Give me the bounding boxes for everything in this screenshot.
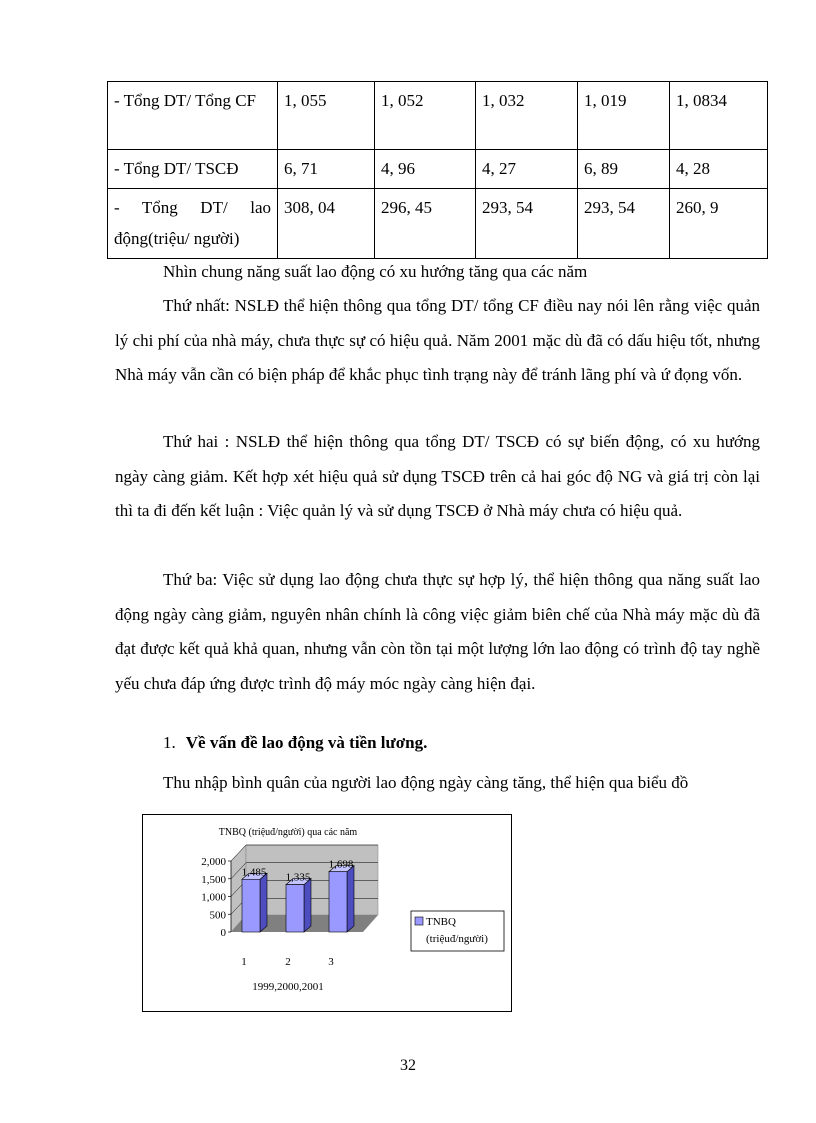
bar-side [260, 873, 267, 932]
section-number: 1. [163, 733, 176, 752]
bar-face [329, 872, 347, 932]
table-cell: 293, 54 [578, 189, 670, 259]
x-tick-label: 2 [285, 956, 291, 968]
paragraph-summary: Nhìn chung năng suất lao động có xu hướng tăng qua các năm [163, 262, 588, 281]
paragraph-third: Thứ ba: Việc sử dụng lao động chưa thực sự hợp lý, thể hiện thông qua năng suất lao động ngày càng giảm, nguyên nhân chính là công việc giảm biên chế của Nhà máy mặc dù đã đạt được kết quả khả quan, nhưng vẫn còn tồn tại một lượng lớn lao động có trình độ tay nghề yếu chưa đáp ứng được trình độ máy móc ngày càng hiện đại. [115, 570, 760, 693]
section-heading [163, 733, 427, 753]
bar-face [286, 885, 304, 932]
paragraph-income: Thu nhập bình quân của người lao động ngày càng tăng, thể hiện qua biểu đồ [163, 773, 689, 792]
bar-value-label: 1,335 [285, 871, 311, 884]
table-cell: 4, 96 [375, 150, 476, 189]
legend-label-line1: TNBQ [426, 916, 456, 928]
section-title: Về vấn đề lao động và tiền lương. [185, 733, 428, 752]
chart-x-axis-label: 1999,2000,2001 [252, 981, 324, 993]
table-cell: 1, 052 [375, 82, 476, 150]
chart-x-axis [241, 956, 334, 968]
table-cell: 1, 032 [476, 82, 578, 150]
table-cell: 6, 89 [578, 150, 670, 189]
metrics-table [107, 81, 768, 259]
table-row [108, 82, 768, 150]
paragraph-first: Thứ nhất: NSLĐ thể hiện thông qua tổng DT/ tổng CF điều nay nói lên rằng việc quản lý chi phí của nhà máy, chưa thực sự có hiệu quả. Năm 2001 mặc dù đã có dấu hiệu tốt, nhưng Nhà máy vẫn cần có biện pháp để khắc phục tình trạng này để tránh lãng phí và ứ đọng vốn. [115, 296, 760, 384]
chart-legend [411, 911, 504, 951]
bar [286, 879, 311, 932]
paragraph-second: Thứ hai : NSLĐ thể hiện thông qua tổng DT/ TSCĐ có sự biến động, có xu hướng ngày càng giảm. Kết hợp xét hiệu quả sử dụng TSCĐ trên cả hai góc độ NG và giá trị còn lại thì ta đi đến kết luận : Việc quản lý và sử dụng TSCĐ ở Nhà máy chưa có hiệu quả. [115, 432, 760, 520]
table-cell: 4, 28 [670, 150, 768, 189]
chart-y-axis [201, 856, 231, 939]
legend-label-line2: (triệuđ/người) [426, 933, 488, 945]
bar-value-label: 1,698 [328, 858, 354, 871]
table-cell: 293, 54 [476, 189, 578, 259]
bar [242, 873, 267, 932]
table-cell: 1, 0834 [670, 82, 768, 150]
y-tick-label: 1,500 [201, 873, 226, 886]
x-tick-label: 3 [328, 956, 334, 968]
table-cell: 296, 45 [375, 189, 476, 259]
table-cell: 308, 04 [278, 189, 375, 259]
table-row [108, 150, 768, 189]
y-tick-label: 500 [209, 909, 226, 922]
table-cell: 1, 019 [578, 82, 670, 150]
table-cell: 260, 9 [670, 189, 768, 259]
bar [329, 866, 354, 932]
table-cell: 6, 71 [278, 150, 375, 189]
chart-title: TNBQ (triệuđ/người) qua các năm [218, 827, 358, 838]
row-label: - Tổng DT/ TSCĐ [108, 150, 278, 189]
y-tick-label: 1,000 [201, 891, 226, 904]
x-tick-label: 1 [241, 956, 247, 968]
income-chart [142, 814, 512, 1012]
legend-swatch [415, 917, 423, 925]
page-number: 32 [400, 1057, 416, 1074]
table-cell: 1, 055 [278, 82, 375, 150]
bar-side [304, 879, 311, 932]
row-label: - Tổng DT/ Tổng CF [108, 82, 278, 150]
table-cell: 4, 27 [476, 150, 578, 189]
y-tick-label: 0 [220, 927, 226, 939]
bar-side [347, 866, 354, 932]
table-row [108, 189, 768, 259]
chart-canvas [143, 815, 511, 1011]
row-label: - Tổng DT/ lao động(triệu/ người) [108, 189, 278, 259]
y-tick-label: 2,000 [201, 856, 226, 868]
bar-value-label: 1,485 [241, 866, 267, 879]
bar-face [242, 879, 260, 932]
